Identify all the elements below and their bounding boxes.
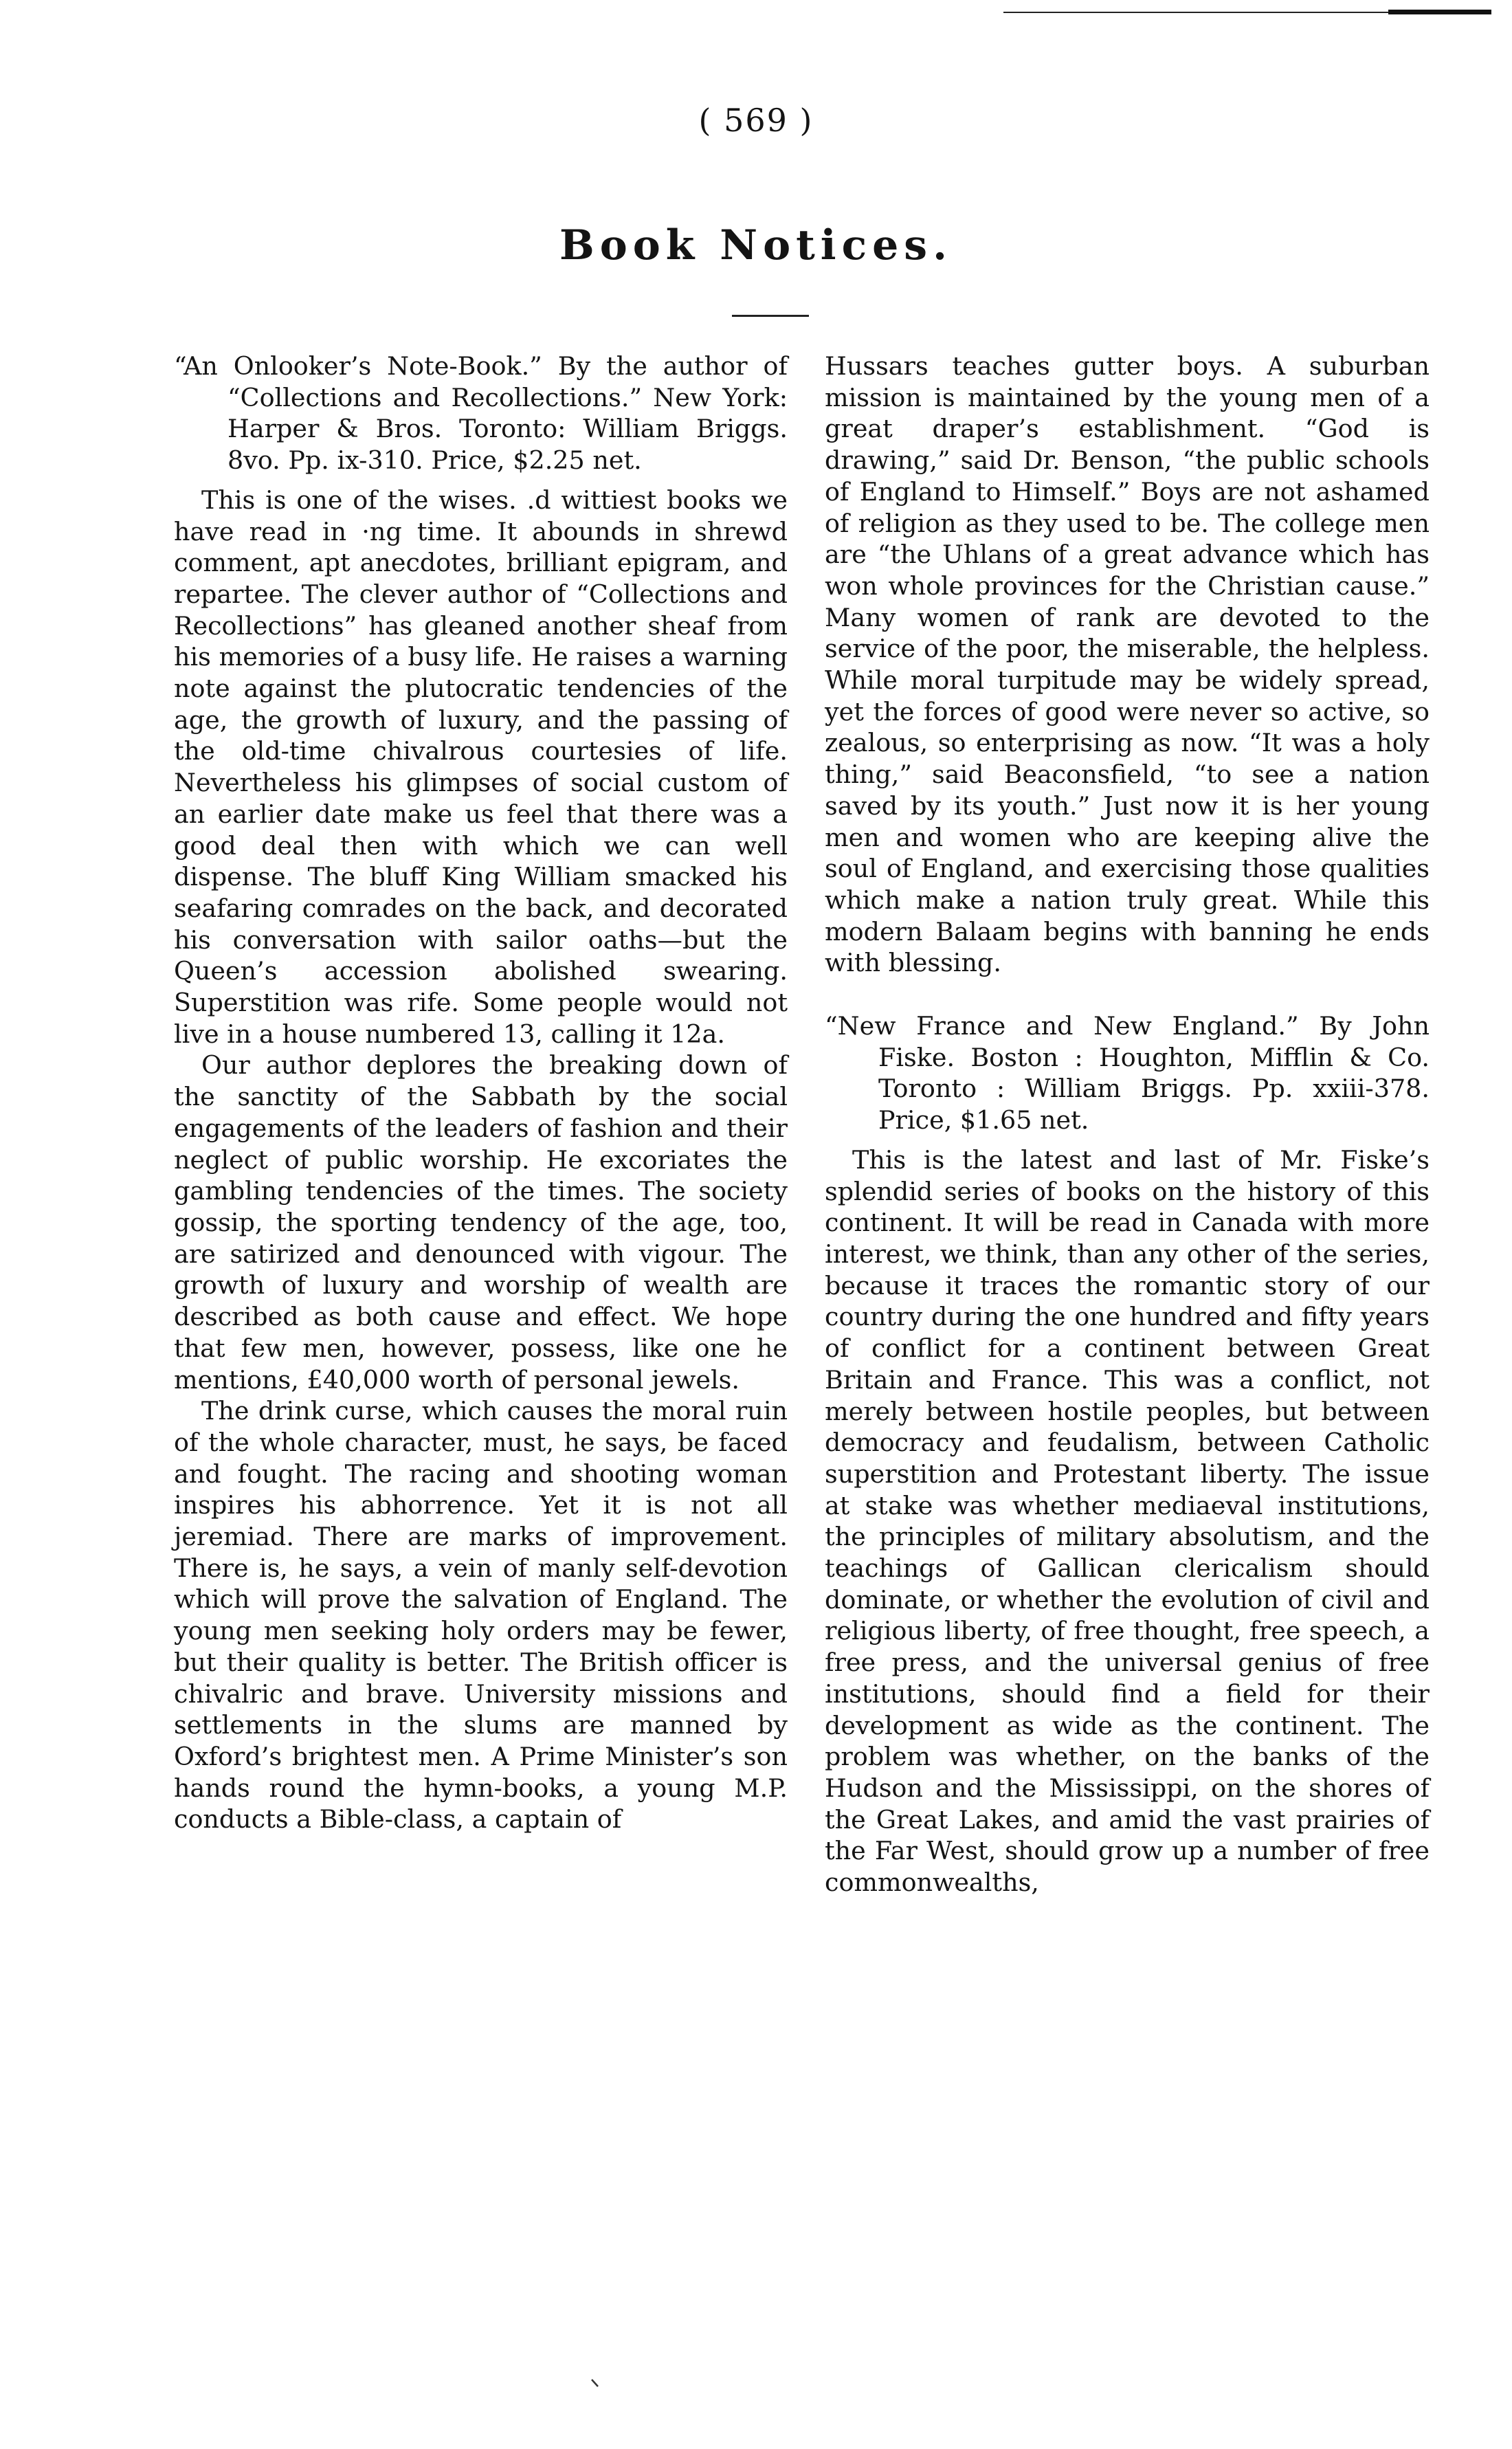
review-paragraph-continued: Hussars teaches gutter boys. A suburban mission is maintained by the young men of a great draper’s establishment. “God is drawing,” said Dr. Benson, “the public schools of England to Himself.” Boys are not ashamed of religion as they used to be. The college men are “the Uhlans of a great advance which has won whole provinces for the Christian cause.” Many women of rank are devoted to the service of the poor, the miserable, the helpless. While moral turpitude may be widely spread, yet the forces of good were never so active, so zealous, so enterprising as now. “It was a holy thing,” said Beaconsfield, “to see a nation saved by its youth.” Just now it is her young men and women who are keeping alive the soul of England, and exercising those qualities which make a nation truly great. While this modern Balaam begins with banning he ends with blessing. [825, 351, 1430, 978]
stray-ink-mark [591, 2378, 603, 2388]
top-border-rule [1003, 10, 1491, 14]
page-number: ( 569 ) [698, 102, 814, 139]
left-column [174, 351, 788, 1835]
review-paragraph: This is the latest and last of Mr. Fiske’s splendid series of books on the history of this continent. It will be read in Canada with more interest, we think, than any other of the series, because it traces the romantic story of our country during the one hundred and fifty years of conflict for a continent between Great Britain and France. This was a conflict, not merely between hostile peoples, but between democracy and feudalism, between Catholic superstition and Protestant liberty. The issue at stake was whether mediaeval institutions, the principles of military absolutism, and the teachings of Gallican clericalism should dominate, or whether the evolution of civil and religious liberty, of free thought, free speech, a free press, and the universal genius of free institutions, should find a field for their development as wide as the continent. The problem was whether, on the banks of the Hudson and the Mississippi, on the shores of the Great Lakes, and amid the vast prairies of the Far West, should grow up a number of free commonwealths, [825, 1144, 1430, 1898]
book-citation-onlooker: “An Onlooker’s Note-Book.” By the author of “Collections and Recollections.” New York: Harper & Bros. Toronto: William Briggs. 8vo. Pp. ix-310. Price, $2.25 net. [174, 351, 788, 476]
right-column [825, 351, 1430, 1898]
title-divider [732, 315, 809, 317]
review-paragraph: The drink curse, which causes the moral ruin of the whole character, must, he says, be faced and fought. The racing and shooting woman inspires his abhorrence. Yet it is not all jeremiad. There are marks of improvement. There is, he says, a vein of manly self-devotion which will prove the salvation of England. The young men seeking holy orders may be fewer, but their quality is better. The British officer is chivalric and brave. University missions and settlements in the slums are manned by Oxford’s brightest men. A Prime Minister’s son hands round the hymn-books, a young M.P. conducts a Bible-class, a captain of [174, 1396, 788, 1835]
section-title: Book Notices. [559, 221, 953, 269]
review-paragraph: Our author deplores the breaking down of the sanctity of the Sabbath by the social engagements of the leaders of fashion and their neglect of public worship. He excoriates the gambling tendencies of the times. The society gossip, the sporting tendency of the age, too, are satirized and denounced with vigour. The growth of luxury and worship of wealth are described as both cause and effect. We hope that few men, however, possess, like one he mentions, £40,000 worth of personal jewels. [174, 1050, 788, 1395]
book-citation-new-france: “New France and New England.” By John Fiske. Boston : Houghton, Mifflin & Co. Toronto : William Briggs. Pp. xxiii-378. Price, $1.65 net. [825, 1011, 1430, 1135]
review-paragraph: This is one of the wises. .d wittiest books we have read in ·ng time. It abounds in shrewd comment, apt anecdotes, brilliant epigram, and repartee. The clever author of “Collections and Recollections” has gleaned another sheaf from his memories of a busy life. He raises a warning note against the plutocratic tendencies of the age, the growth of luxury, and the passing of the old-time chivalrous courtesies of life. Nevertheless his glimpses of social custom of an earlier date make us feel that there was a good deal then with which we can well dispense. The bluff King William smacked his seafaring comrades on the back, and decorated his conversation with sailor oaths—but the Queen’s accession abolished swearing. Superstition was rife. Some people would not live in a house numbered 13, calling it 12a. [174, 485, 788, 1049]
top-rule-thin [1003, 12, 1388, 13]
top-rule-thick [1388, 10, 1491, 14]
